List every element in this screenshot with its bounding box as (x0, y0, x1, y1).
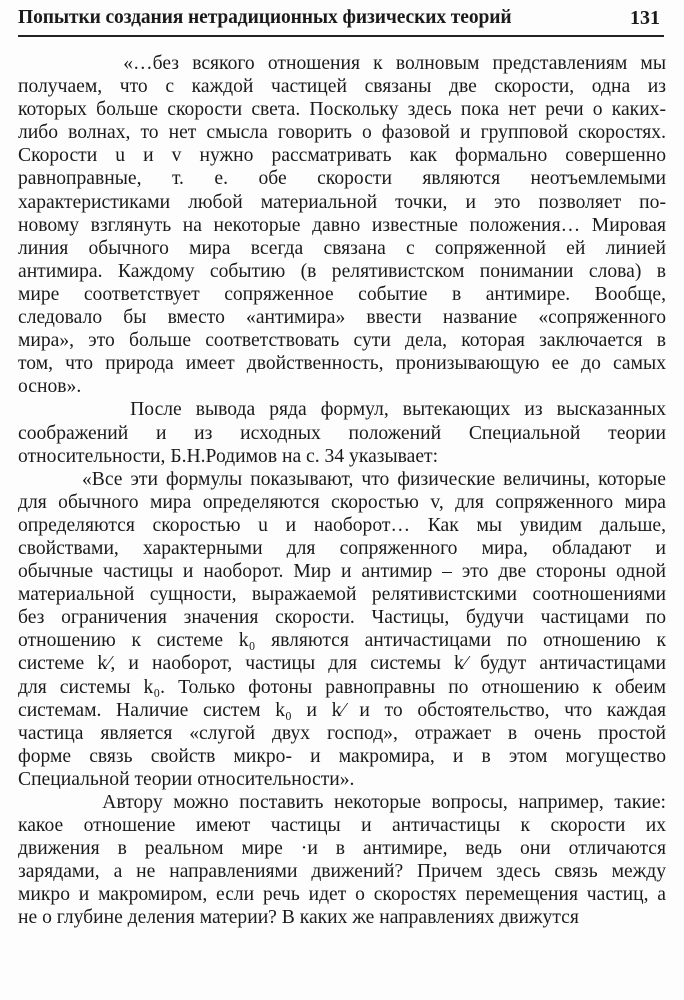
text-line: для обычного мира определяются скоростью v, для сопряженного мира (18, 491, 666, 513)
paragraph (18, 398, 666, 467)
page-header (18, 6, 666, 36)
text-line: новому взглянуть на некоторые давно известные положения… Мировая (18, 214, 666, 236)
text-line: обычные частицы и наоборот. Мир и антимир – это две стороны одной (18, 561, 666, 583)
text-line: Скорости u и v нужно рассматривать как формально совершенно (18, 145, 666, 167)
text-line: характеристиками любой материальной точки, и это позволяет по- (18, 191, 666, 213)
text-line: относительности, Б.Н.Родимов на с. 34 указывает: (18, 445, 439, 467)
text-line: «Все эти формулы показывают, что физические величины, которые (18, 468, 666, 490)
text-line: либо волнах, то нет смысла говорить о фазовой и групповой скоростях. (18, 122, 666, 144)
running-title: Попытки создания нетрадиционных физических теорий (18, 7, 512, 28)
text-line: свойствами, характерными для сопряженного мира, обладают и (18, 537, 666, 559)
text-line: основ». (18, 376, 82, 398)
text-line: Автору можно поставить некоторые вопросы, например, такие: (18, 792, 666, 813)
text-line: зарядами, а не направлениями движений? Причем здесь связь между (18, 861, 666, 883)
text-line: без ограничения значения скорости. Частицы, будучи частицами по (18, 607, 666, 629)
text-line: том, что природа имеет двойственность, пронизывающую ее до самых (18, 353, 666, 375)
page-number: 131 (630, 7, 660, 29)
text-line: получаем, что с каждой частицей связаны две скорости, одна из (18, 76, 666, 98)
text-line: «…без всякого отношения к волновым представлениям мы (18, 53, 666, 74)
text-line: системам. Наличие систем k₀ и k⁄ и то обстоятельство, что каждая (18, 699, 666, 721)
text-line: следовало бы вместо «антимира» ввести название «сопряженного (18, 307, 666, 329)
text-line: После вывода ряда формул, вытекающих из высказанных (18, 399, 666, 421)
text-line: микро и макромиром, если речь идет о скоростях перемещения частиц, а (18, 884, 666, 906)
text-line: какое отношение имеют частицы и античастицы к скорости их (18, 815, 666, 837)
text-line: которых больше скорости света. Поскольку здесь пока нет речи о каких- (18, 99, 666, 121)
text-line: равноправные, т. е. обе скорости являются неотъемлемыми (18, 168, 666, 190)
paragraph (18, 791, 666, 930)
text-line: Специальной теории относительности». (18, 768, 355, 790)
text-line: системе k⁄, и наоборот, частицы для системы k⁄ будут античастицами (18, 653, 666, 675)
text-line: для системы k₀. Только фотоны равноправны по отношению к обеим (18, 676, 666, 698)
text-line: форме связь свойств микро- и макромира, и в этом могущество (18, 745, 666, 767)
text-line: определяются скоростью u и наоборот… Как мы увидим дальше, (18, 514, 666, 536)
text-line: частица является «слугой двух господ», отражает в очень простой (18, 722, 666, 744)
text-line: мире соответствует сопряженное событие в антимире. Вообще, (18, 283, 666, 305)
text-line: соображений и из исходных положений Специальной теории (18, 422, 666, 444)
text-line: движения в реальном мире ·и в антимире, ведь они отличаются (18, 838, 666, 860)
header-rule (18, 35, 664, 37)
text-line: материальной сущности, выражаемой релятивистскими соотношениями (18, 584, 666, 606)
text-line: отношению к системе k₀ являются античастицами по отношению к (18, 630, 666, 652)
text-line: мира», это больше соответствовать сути дела, которая заключается в (18, 330, 666, 352)
text-line: не о глубине деления материи? В каких же направлениях движутся (18, 907, 579, 929)
text-line: линия обычного мира всегда связана с сопряженной ей линией (18, 237, 666, 259)
paragraph (18, 52, 666, 398)
body-text (18, 52, 666, 930)
text-line: антимира. Каждому событию (в релятивистском понимании слова) в (18, 260, 666, 282)
paragraph (18, 468, 666, 791)
